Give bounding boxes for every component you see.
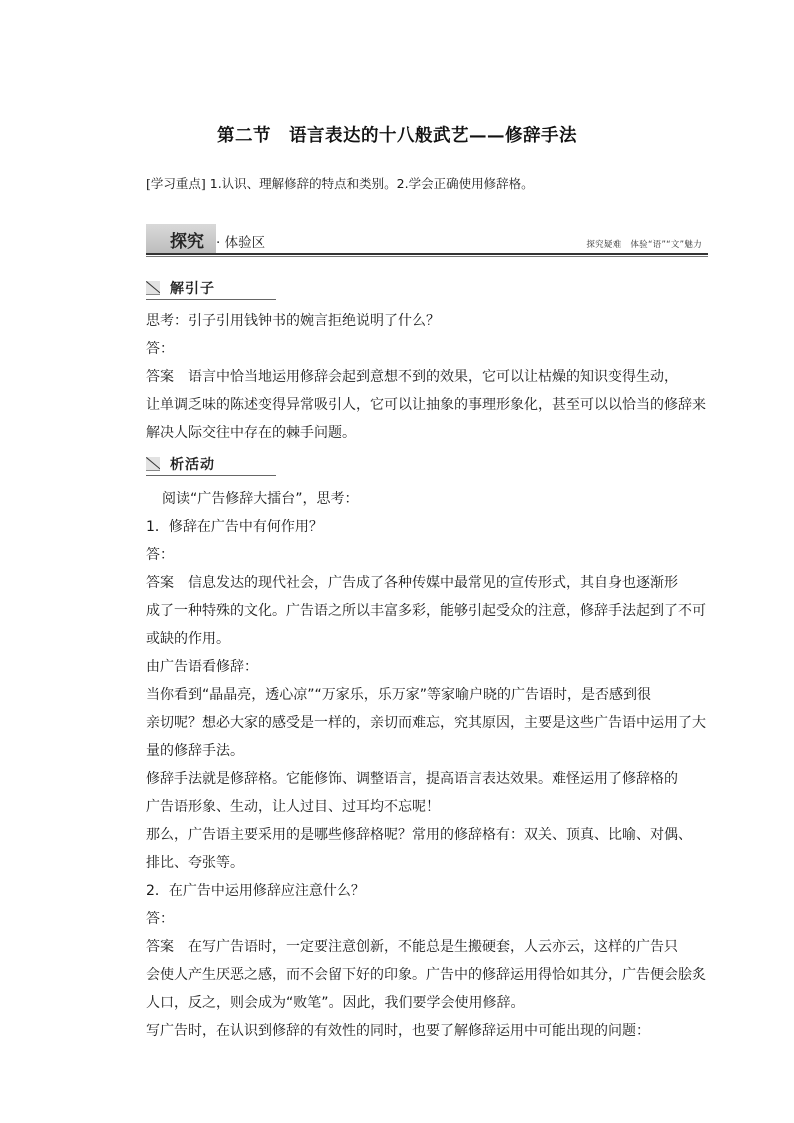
question-2: 2．在广告中运用修辞应注意什么？ [146,883,365,899]
question-1: 1．修辞在广告中有何作用？ [146,519,323,535]
answer-line: 人口，反之，则会成为“败笔”。因此，我们要学会使用修辞。 [146,995,525,1011]
page-title [0,122,794,147]
answer-label: 答案 [146,575,174,591]
explore-banner [146,218,708,256]
answer-line: 会使人产生厌恶之感，而不会留下好的印象。广告中的修辞运用得恰如其分，广告便会脍炙 [146,967,706,983]
paragraph-line: 量的修辞手法。 [146,743,244,759]
question-text: 思考：引子引用钱钟书的婉言拒绝说明了什么？ [146,313,440,329]
answer-prompt: 答： [146,341,174,357]
activity-intro: 阅读“广告修辞大擂台”，思考： [162,491,359,507]
section-heading-activity [146,454,276,478]
banner-rule [146,253,708,255]
banner-tagline: 探究疑难 体验“语”“文”魅力 [586,240,702,250]
paragraph-line: 当你看到“晶晶亮，透心凉”“万家乐，乐万家”等家喻户晓的广告语时，是否感到很 [146,687,652,703]
answer-label: 答案 [146,369,174,385]
banner-main-label: 探究 [170,232,204,252]
section-title: 语言表达的十八般武艺——修辞手法 [289,126,577,146]
answer-text: 在写广告语时，一定要注意创新，不能总是生搬硬套，人云亦云，这样的广告只 [188,939,678,955]
paragraph-line: 广告语形象、生动，让人过目、过耳均不忘呢！ [146,799,440,815]
heading-marker-icon [146,457,160,471]
answer-line: 或缺的作用。 [146,631,230,647]
learning-focus-label: [学习重点] [146,176,206,191]
paragraph-line: 修辞手法就是修辞格。它能修饰、调整语言，提高语言表达效果。难怪运用了修辞格的 [146,771,678,787]
banner-rule-thin [146,256,708,257]
answer-line [146,574,678,592]
answer-label: 答案 [146,939,174,955]
answer-line: 解决人际交往中存在的棘手问题。 [146,425,356,441]
paragraph-line: 写广告时，在认识到修辞的有效性的同时，也要了解修辞运用中可能出现的问题： [146,1023,650,1039]
learning-focus-text: 1.认识、理解修辞的特点和类别。2.学会正确使用修辞格。 [209,176,534,191]
answer-line: 让单调乏味的陈述变得异常吸引人，它可以让抽象的事理形象化，甚至可以以恰当的修辞来 [146,397,706,413]
heading-marker-icon [146,281,160,295]
answer-line [146,368,678,386]
section-number: 第二节 [217,126,271,146]
paragraph-heading: 由广告语看修辞： [146,659,258,675]
answer-prompt: 答： [146,911,174,927]
paragraph-line: 那么，广告语主要采用的是哪些修辞格呢？常用的修辞格有：双关、顶真、比喻、对偶、 [146,827,692,843]
answer-prompt: 答： [146,547,174,563]
section-heading-label: 析活动 [170,457,215,473]
answer-line: 成了一种特殊的文化。广告语之所以丰富多彩，能够引起受众的注意，修辞手法起到了不可 [146,603,706,619]
heading-underline [146,475,276,476]
banner-sub-label: · 体验区 [216,235,266,251]
paragraph-line: 亲切呢？想必大家的感受是一样的，亲切而难忘，究其原因，主要是这些广告语中运用了大 [146,715,706,731]
answer-line [146,938,678,956]
heading-underline [146,299,276,300]
answer-text: 信息发达的现代社会，广告成了各种传媒中最常见的宣传形式，其自身也逐渐形 [188,575,678,591]
paragraph-line: 排比、夸张等。 [146,855,244,871]
section-heading-label: 解引子 [170,281,215,297]
section-heading-intro [146,278,276,302]
answer-text: 语言中恰当地运用修辞会起到意想不到的效果，它可以让枯燥的知识变得生动， [188,369,678,385]
learning-focus [146,174,534,192]
